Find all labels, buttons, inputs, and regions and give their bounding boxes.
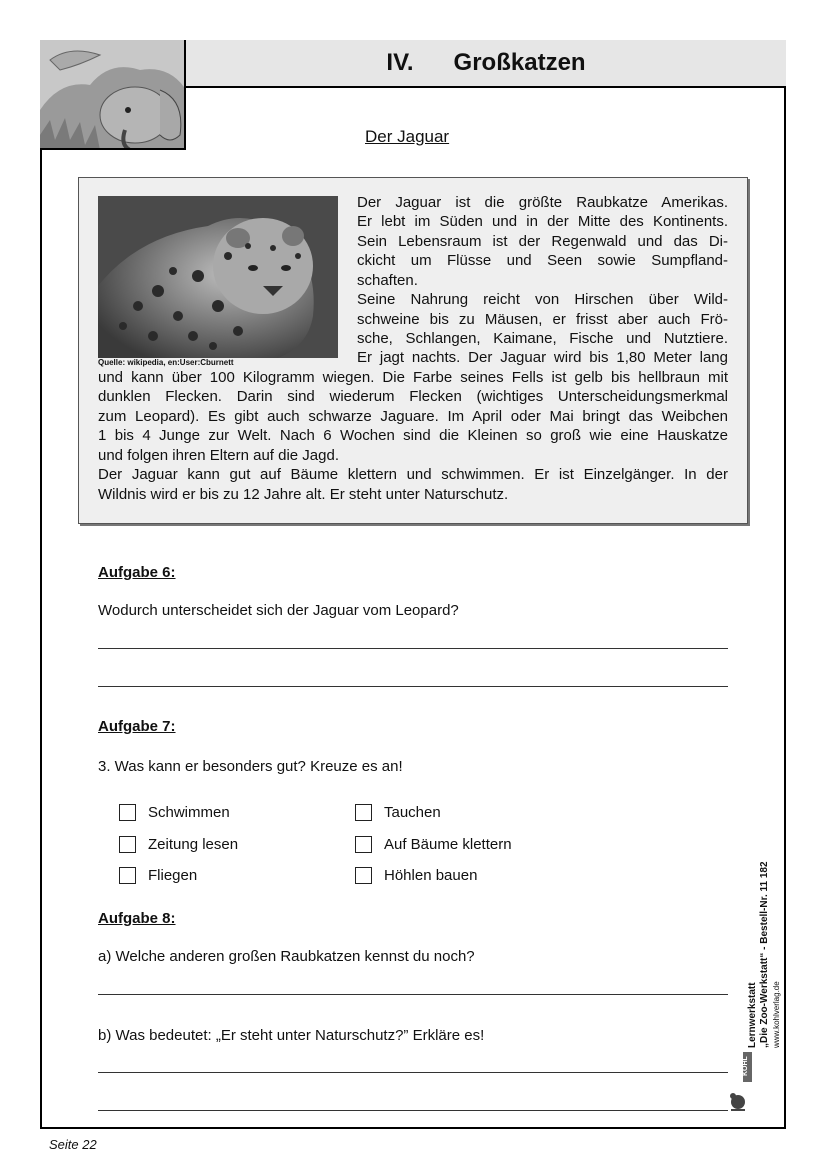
jaguar-photo	[98, 196, 338, 358]
option-label: Fliegen	[148, 867, 198, 884]
answer-line[interactable]	[98, 648, 728, 649]
sidebar-line3: www.kohlverlag.de	[772, 981, 781, 1048]
chapter-number: IV.	[386, 49, 414, 76]
info-line: Sein Lebensraum ist der Regenwald und das Di-	[357, 233, 728, 250]
chapter-title: Großkatzen	[453, 49, 586, 76]
info-line: Er lebt im Süden und in der Mitte des Kontinents.	[357, 213, 728, 230]
info-line: schaften.	[357, 272, 418, 289]
info-line: Der Jaguar ist die größte Raubkatze Amerikas.	[357, 194, 728, 211]
checkbox-tauchen[interactable]	[355, 804, 372, 821]
info-line: zum Leopard). Es gibt auch schwarze Jaguare. Im April oder Mai bringt das Weibchen	[98, 408, 728, 425]
checkbox-hoehlen-bauen[interactable]	[355, 867, 372, 884]
page-number: Seite 22	[49, 1137, 97, 1152]
option-label: Zeitung lesen	[148, 836, 239, 853]
info-line: sche, Schlangen, Kaimane, Fische und Nutztiere.	[357, 330, 728, 347]
chapter-title-bar	[186, 40, 786, 88]
option-label: Schwimmen	[148, 804, 230, 821]
task8-question-a: a) Welche anderen großen Raubkatzen kennst du noch?	[98, 948, 475, 965]
task7-question: 3. Was kann er besonders gut? Kreuze es an!	[98, 758, 403, 775]
sidebar-line1: Lernwerkstatt	[747, 982, 758, 1048]
task6-heading: Aufgabe 6:	[98, 564, 176, 581]
answer-line[interactable]	[98, 1072, 728, 1073]
checkbox-baeume-klettern[interactable]	[355, 836, 372, 853]
task8-heading: Aufgabe 8:	[98, 910, 176, 927]
answer-line[interactable]	[98, 1110, 728, 1111]
info-line: 1 bis 4 Junge zur Welt. Nach 6 Wochen sind die Kleinen so groß wie eine Hauskatze	[98, 427, 728, 444]
task8-question-b: b) Was bedeutet: „Er steht unter Naturschutz?” Erkläre es!	[98, 1027, 485, 1044]
info-line: schweine bis zu Mäusen, er frisst aber auch Frö-	[357, 311, 728, 328]
logo-text: KOHL	[742, 1056, 749, 1076]
info-line: ckicht um Flüsse und Seen sowie Sumpfland-	[357, 252, 728, 269]
info-line: Er jagt nachts. Der Jaguar wird bis 1,80 Meter lang	[357, 349, 728, 366]
publisher-logo	[729, 1052, 753, 1116]
info-line: und folgen ihren Eltern auf die Jagd.	[98, 447, 340, 464]
sidebar-line2: „Die Zoo-Werkstatt“ - Bestell-Nr. 11 182	[759, 861, 770, 1048]
option-label: Tauchen	[384, 804, 441, 821]
page-subtitle: Der Jaguar	[365, 127, 450, 146]
elephant-illustration	[40, 40, 186, 150]
info-line: Seine Nahrung reicht von Hirschen über Wild-	[357, 291, 728, 308]
checkbox-schwimmen[interactable]	[119, 804, 136, 821]
info-line: dunklen Flecken. Darin sind wiederum Flecken (wichtiges Unterscheidungsmerkmal	[98, 388, 728, 405]
option-label: Höhlen bauen	[384, 867, 478, 884]
checkbox-fliegen[interactable]	[119, 867, 136, 884]
answer-line[interactable]	[98, 686, 728, 687]
task6-question: Wodurch unterscheidet sich der Jaguar vom Leopard?	[98, 602, 459, 619]
photo-credit: Quelle: wikipedia, en:User:Cburnett	[98, 358, 234, 367]
option-label: Auf Bäume klettern	[384, 836, 512, 853]
checkbox-zeitung-lesen[interactable]	[119, 836, 136, 853]
info-line: Der Jaguar kann gut auf Bäume klettern und schwimmen. Er ist Einzelgänger. In der	[98, 466, 728, 483]
info-line: und kann über 100 Kilogramm wiegen. Die Farbe seines Fells ist gelb bis hellbraun mit	[98, 369, 728, 386]
info-line: Wildnis wird er bis zu 12 Jahre alt. Er steht unter Naturschutz.	[98, 486, 509, 503]
answer-line[interactable]	[98, 994, 728, 995]
task7-heading: Aufgabe 7:	[98, 718, 176, 735]
